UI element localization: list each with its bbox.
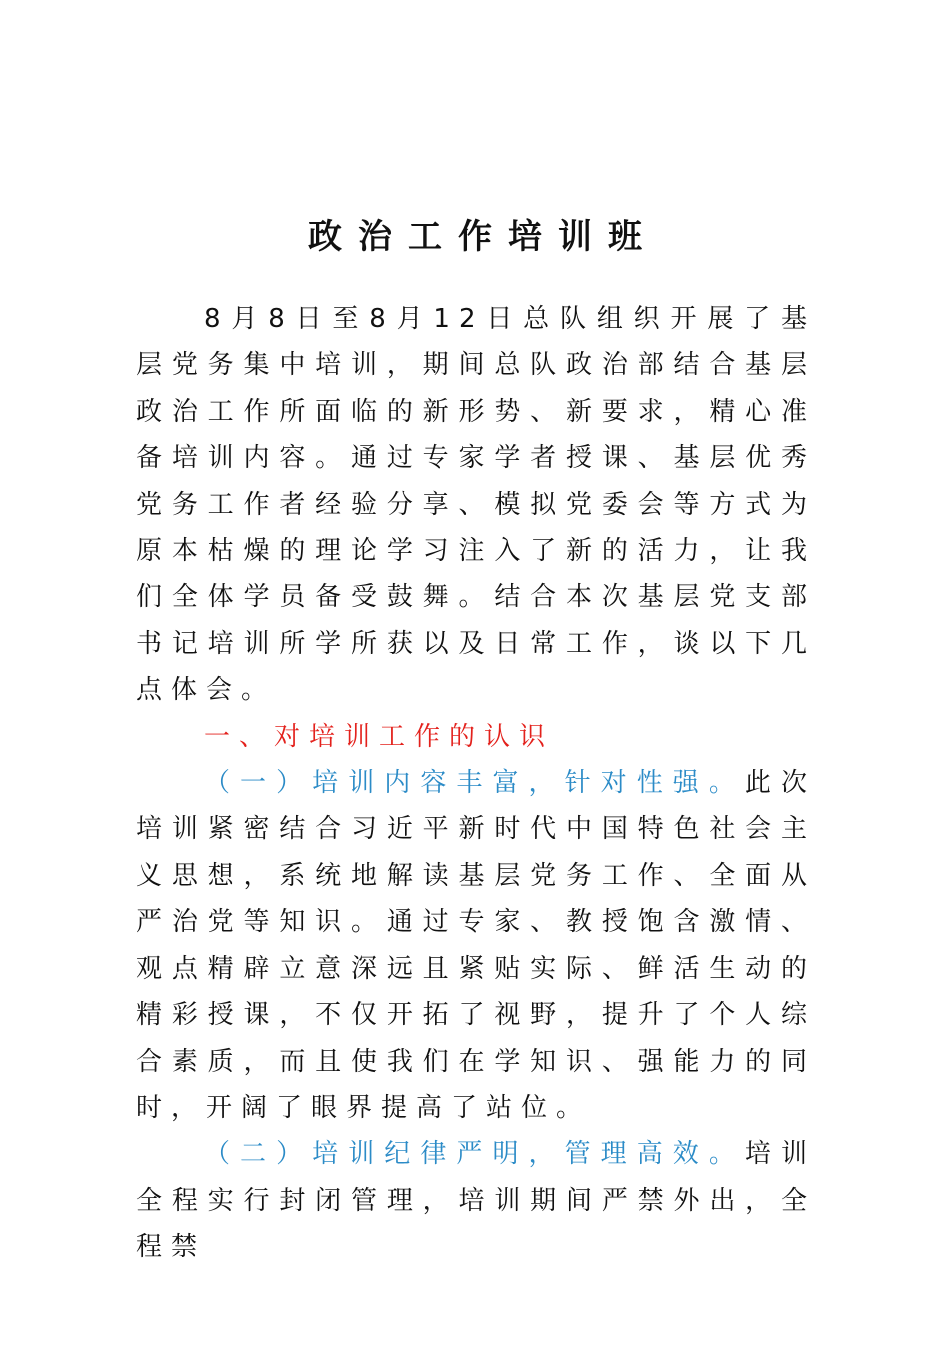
item-paragraph-1 xyxy=(136,760,816,1131)
intro-paragraph: 8月8日至8月12日总队组织开展了基层党务集中培训，期间总队政治部结合基层政治工作所面临的新形势、新要求，精心准备培训内容。通过专家学者授课、基层优秀党务工作者经验分享、模拟党委会等方式为原本枯燥的理论学习注入了新的活力，让我们全体学员备受鼓舞。结合本次基层党支部书记培训所学所获以及日常工作，谈以下几点体会。 xyxy=(136,304,816,706)
item-label-1: （一）培训内容丰富，针对性强。 xyxy=(204,768,745,799)
page-title: 政治工作培训班 xyxy=(308,217,658,257)
item-paragraph-2 xyxy=(136,1131,816,1270)
document-body xyxy=(136,296,816,1271)
section-heading: 一、对培训工作的认识 xyxy=(204,721,555,752)
item-text-1: 此次培训紧密结合习近平新时代中国特色社会主义思想，系统地解读基层党务工作、全面从严治党等知识。通过专家、教授饱含激情、观点精辟立意深远且紧贴实际、鲜活生动的精彩授课，不仅开拓了视野，提升了个人综合素质，而且使我们在学知识、强能力的同时，开阔了眼界提高了站位。 xyxy=(136,768,816,1123)
item-label-2: （二）培训纪律严明，管理高效。 xyxy=(204,1139,745,1170)
item-text-2: 培训全程实行封闭管理，培训期间严禁外出，全程禁 xyxy=(136,1139,816,1263)
